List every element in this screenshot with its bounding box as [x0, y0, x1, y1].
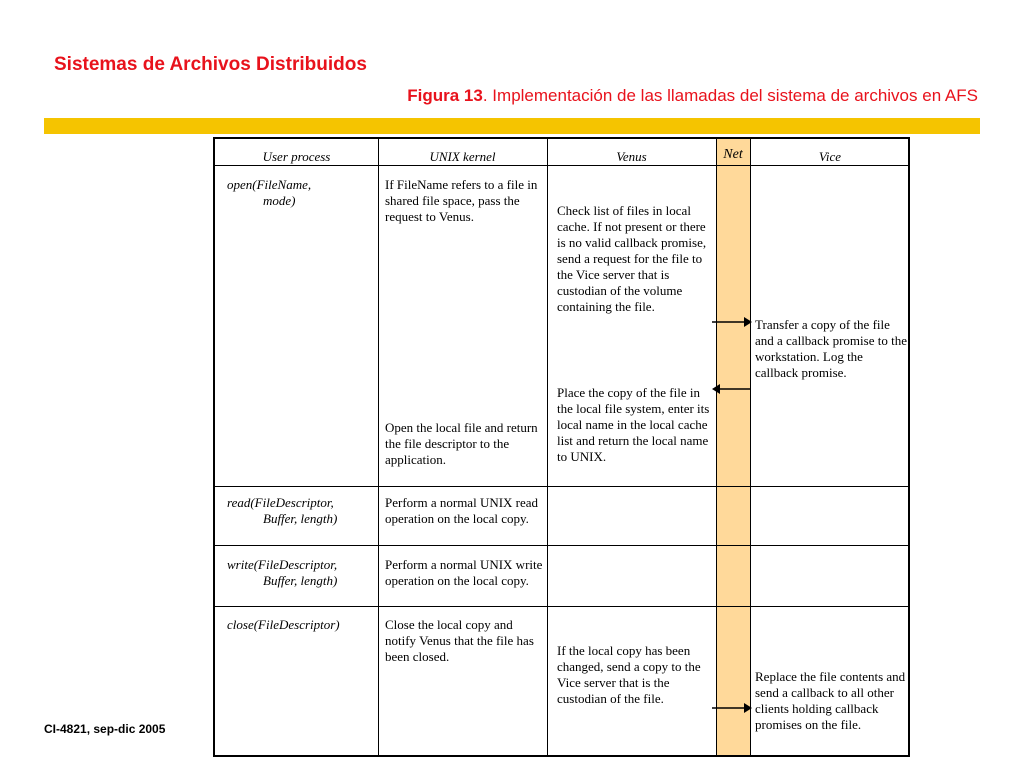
row-divider: [215, 606, 908, 607]
slide-title: Sistemas de Archivos Distribuidos: [54, 54, 367, 75]
header-user-process: User process: [262, 149, 331, 164]
open-call-line1: open(FileName,: [227, 177, 312, 192]
open-call: [227, 177, 375, 209]
write-kernel: Perform a normal UNIX write operation on the local copy.: [385, 557, 543, 588]
arrow-right-icon: [710, 315, 754, 329]
close-kernel: Close the local copy and notify Venus that the file has been closed.: [385, 617, 534, 664]
header-venus: Venus: [616, 149, 647, 164]
header-vice: Vice: [818, 149, 842, 164]
open-kernel-request: If FileName refers to a file in shared file space, pass the request to Venus.: [385, 177, 538, 224]
afs-calls-table: [213, 137, 910, 757]
write-call-line1: write(FileDescriptor,: [227, 557, 338, 572]
figure-label: Figura 13: [407, 86, 483, 105]
write-call: [227, 557, 377, 589]
open-call-line2: mode): [263, 193, 296, 208]
column-divider: [750, 139, 751, 755]
column-divider: [716, 139, 717, 755]
write-call-line2: Buffer, length): [263, 573, 338, 588]
net-column: [716, 139, 750, 755]
arrow-right-icon: [710, 701, 754, 715]
close-call: close(FileDescriptor): [227, 617, 340, 632]
header-unix-kernel: UNIX kernel: [429, 149, 496, 164]
close-vice: Replace the file contents and send a callback to all other clients holding callback promises on the file.: [755, 669, 906, 732]
figure-caption: [407, 86, 978, 106]
open-kernel-return: Open the local file and return the file descriptor to the application.: [385, 420, 538, 467]
decorative-bar: [44, 118, 980, 134]
read-call: [227, 495, 377, 527]
footer-course: CI-4821, sep-dic 2005: [44, 722, 166, 736]
row-divider: [215, 486, 908, 487]
figure-caption-text: . Implementación de las llamadas del sistema de archivos en AFS: [482, 86, 978, 105]
read-call-line2: Buffer, length): [263, 511, 338, 526]
close-venus: If the local copy has been changed, send a copy to the Vice server that is the custodian of the file.: [557, 643, 701, 706]
row-divider: [215, 165, 908, 166]
column-divider: [378, 139, 379, 755]
header-net: Net: [723, 147, 743, 162]
open-venus-check: Check list of files in local cache. If not present or there is no valid callback promise, send a request for the file to the Vice server that is custodian of the volume containing the file.: [557, 203, 707, 314]
read-kernel: Perform a normal UNIX read operation on the local copy.: [385, 495, 539, 526]
open-venus-place: Place the copy of the file in the local file system, enter its local name in the local cache list and return the local name to UNIX.: [557, 385, 710, 464]
arrow-left-icon: [710, 382, 754, 396]
read-call-line1: read(FileDescriptor,: [227, 495, 334, 510]
open-vice-transfer: Transfer a copy of the file and a callback promise to the workstation. Log the callback promise.: [755, 317, 907, 380]
column-divider: [547, 139, 548, 755]
row-divider: [215, 545, 908, 546]
